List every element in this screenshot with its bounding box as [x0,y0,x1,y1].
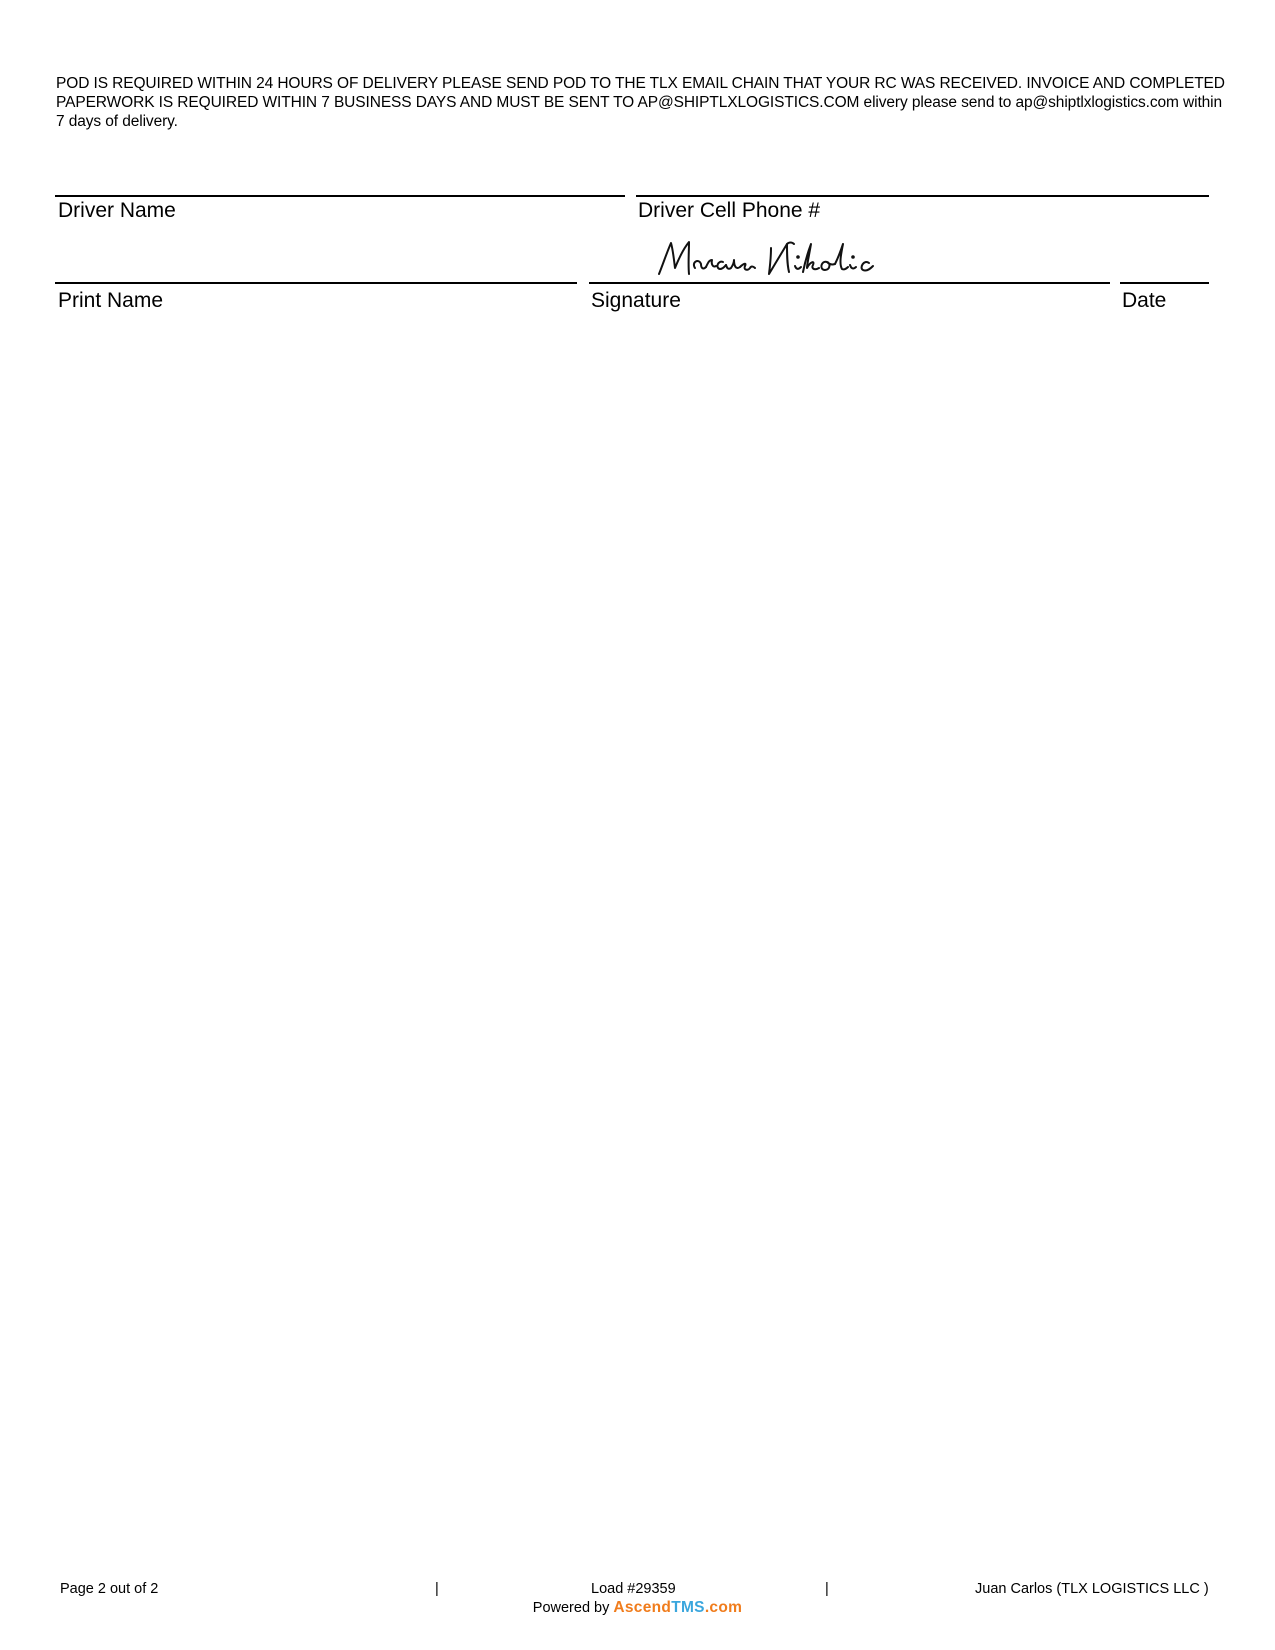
brand-tms: TMS [671,1599,705,1616]
footer-separator-right: | [825,1581,829,1597]
driver-name-label: Driver Name [58,199,176,222]
footer-separator-left: | [435,1581,439,1597]
signature-label: Signature [591,289,681,312]
print-name-line [55,282,577,284]
footer-page-number: Page 2 out of 2 [60,1581,159,1597]
driver-phone-label: Driver Cell Phone # [638,199,821,222]
powered-by-text: Powered by [532,1600,610,1616]
terms-notice: POD IS REQUIRED WITHIN 24 HOURS OF DELIVERY PLEASE SEND POD TO THE TLX EMAIL CHAIN THAT YOUR RC WAS RECEIVED. INVOICE AND COMPLETED PAPERWORK IS REQUIRED WITHIN 7 BUSINESS DAYS AND MUST BE SENT TO AP@SHIPTLXLOGISTICS.COM elivery please send to ap@shiptlxlogistics.com within 7 days of delivery. [56,75,1225,130]
footer-load-number: Load #29359 [591,1581,676,1597]
ascendtms-logo[interactable] [613,1599,742,1616]
signature-line [589,282,1110,284]
brand-com: .com [704,1599,743,1616]
driver-phone-line [636,195,1209,197]
date-label: Date [1122,289,1167,312]
powered-by-footer [0,1599,1275,1617]
driver-name-line [55,195,625,197]
handwritten-signature [655,238,915,280]
print-name-label: Print Name [58,289,164,312]
date-line [1120,282,1209,284]
brand-ascend: Ascend [613,1599,672,1616]
footer-company: Juan Carlos (TLX LOGISTICS LLC ) [975,1581,1209,1597]
